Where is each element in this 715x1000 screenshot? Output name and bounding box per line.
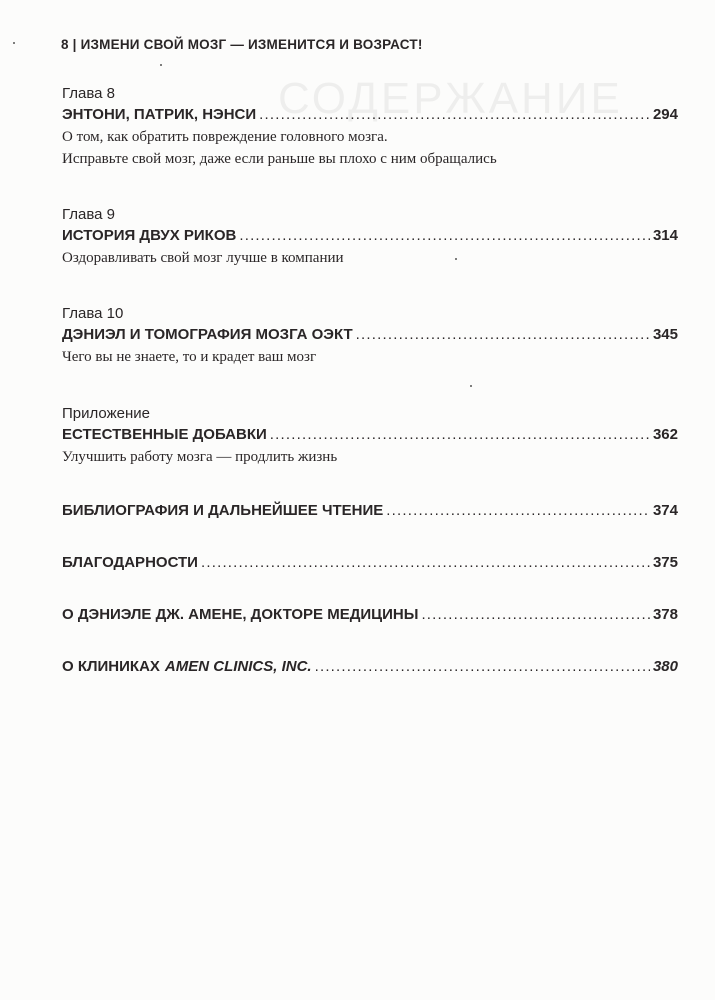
- page-number: 314: [652, 227, 678, 244]
- section-title: БЛАГОДАРНОСТИ: [62, 554, 198, 571]
- chapter-title: ИСТОРИЯ ДВУХ РИКОВ: [62, 227, 237, 244]
- section-title-italic: AMEN CLINICS, INC.: [164, 658, 312, 675]
- dot-leader: [356, 324, 650, 346]
- toc-entry-about-author: [62, 604, 678, 626]
- chapter-label: Глава 8: [62, 85, 116, 102]
- chapter-description: Чего вы не знаете, то и крадет ваш мозг: [62, 349, 317, 365]
- bleed-through-heading: СОДЕРЖАНИЕ: [278, 74, 623, 123]
- page-number: 380: [652, 658, 678, 675]
- toc-entry-appendix: [62, 404, 678, 468]
- page-number: 345: [652, 326, 678, 343]
- toc-line[interactable]: [62, 324, 678, 346]
- section-title-prefix: О КЛИНИКАХ: [62, 658, 160, 675]
- header-page-number: 8: [61, 37, 69, 52]
- toc-line[interactable]: [62, 500, 678, 522]
- chapter-label: Глава 10: [62, 305, 124, 322]
- section-title: БИБЛИОГРАФИЯ И ДАЛЬНЕЙШЕЕ ЧТЕНИЕ: [62, 502, 384, 519]
- appendix-title: ЕСТЕСТВЕННЫЕ ДОБАВКИ: [62, 426, 267, 443]
- print-speck: [13, 42, 15, 44]
- print-speck: [160, 64, 162, 66]
- chapter-description: Оздоравливать свой мозг лучше в компании: [62, 250, 344, 266]
- chapter-title: ДЭНИЭЛ И ТОМОГРАФИЯ МОЗГА ОЭКТ: [62, 326, 353, 343]
- toc-entry-acknowledgements: [62, 552, 678, 574]
- toc-entry-chapter-9: [62, 205, 678, 269]
- toc-entry-chapter-8: [62, 84, 678, 170]
- header-book-title: ИЗМЕНИ СВОЙ МОЗГ — ИЗМЕНИТСЯ И ВОЗРАСТ!: [80, 37, 423, 52]
- page-number: 375: [652, 554, 678, 571]
- chapter-description: О том, как обратить повреждение головного мозга.: [62, 129, 388, 145]
- toc-line[interactable]: [62, 656, 678, 678]
- page-number: 362: [652, 426, 678, 443]
- dot-leader: [315, 656, 650, 678]
- toc-entry-bibliography: [62, 500, 678, 522]
- toc-line[interactable]: [62, 424, 678, 446]
- toc-line[interactable]: [62, 604, 678, 626]
- header-separator: |: [72, 37, 77, 52]
- chapter-label: Глава 9: [62, 206, 116, 223]
- running-header: [61, 37, 423, 52]
- print-speck: [470, 385, 472, 387]
- toc-line[interactable]: [62, 225, 678, 247]
- chapter-description: Исправьте свой мозг, даже если раньше вы плохо с ним обращались: [62, 151, 497, 167]
- dot-leader: [259, 104, 650, 126]
- dot-leader: [239, 225, 650, 247]
- page-number: 378: [652, 606, 678, 623]
- page-number: 294: [652, 106, 678, 123]
- dot-leader: [421, 604, 650, 626]
- dot-leader: [386, 500, 650, 522]
- appendix-label: Приложение: [62, 405, 150, 422]
- toc-line[interactable]: [62, 104, 678, 126]
- section-title: О ДЭНИЭЛЕ ДЖ. АМЕНЕ, ДОКТОРЕ МЕДИЦИНЫ: [62, 606, 419, 623]
- page-number: 374: [652, 502, 678, 519]
- toc-entry-chapter-10: [62, 304, 678, 368]
- toc-entry-about-clinics: [62, 656, 678, 678]
- toc-line[interactable]: [62, 552, 678, 574]
- appendix-description: Улучшить работу мозга — продлить жизнь: [62, 449, 338, 465]
- dot-leader: [270, 424, 650, 446]
- dot-leader: [201, 552, 650, 574]
- chapter-title: ЭНТОНИ, ПАТРИК, НЭНСИ: [62, 106, 257, 123]
